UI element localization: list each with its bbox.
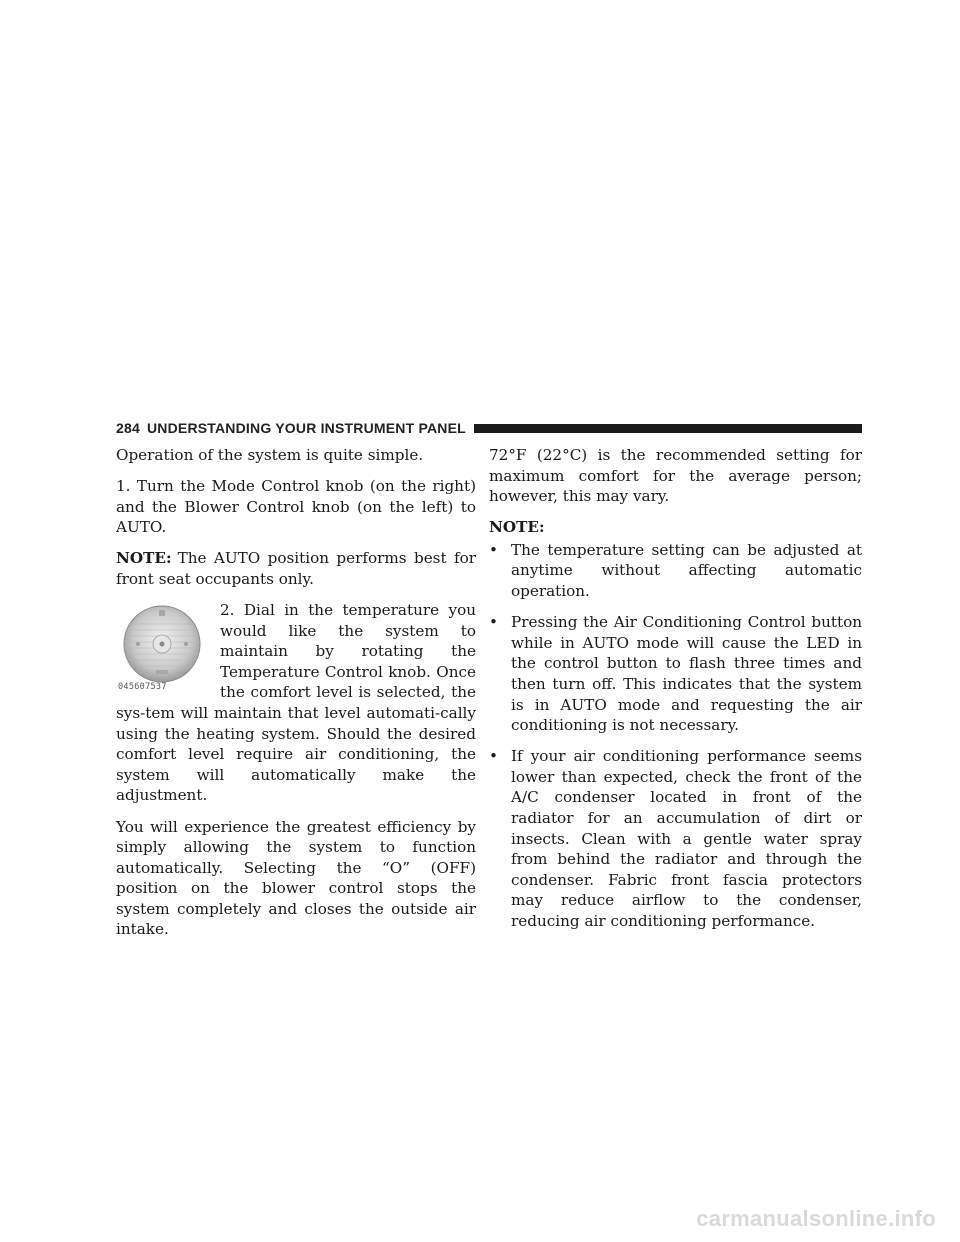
page-number: 284 [116,420,140,436]
header-rule [474,424,862,433]
efficiency-paragraph: You will experience the greatest efficiency by simply allowing the system to function automatically. Selecting the “O” (OFF) position on the blower control stops the system completely and closes the outside air intake. [116,817,476,939]
figure-code: 045607537 [118,682,167,693]
left-column [116,445,476,951]
step-2-paragraph: 2. Dial in the temperature you would like the system to maintain by rotating the Temperature Control knob. Once the comfort level is selected, the sys-tem will maintain that level automati-cally using the heating system. Should the desired comfort level require air conditioning, the system will automatically make the adjustment. [116,601,476,805]
note-heading: NOTE: [489,518,545,537]
note-label: NOTE: [116,549,172,568]
note-text: The AUTO position performs best for front seat occupants only. [116,549,476,588]
temperature-knob-figure [116,600,208,698]
page-header [116,418,862,438]
note-list [489,540,862,932]
list-item: • Pressing the Air Conditioning Control button while in AUTO mode will cause the LED in the control button to flash three times and then turn off. This indicates that the system is in AUTO mode and requesting the air conditioning is not necessary. [489,612,862,736]
note-paragraph [116,548,476,589]
intro-paragraph: Operation of the system is quite simple. [116,446,424,464]
recommended-setting-paragraph: 72°F (22°C) is the recommended setting for maximum comfort for the average person; however, this may vary. [489,446,862,506]
right-column [489,445,862,942]
list-item: • If your air conditioning performance seems lower than expected, check the front of the A/C condenser located in front of the radiator for an accumulation of dirt or insects. Clean with a gentle water spray from behind the radiator and through the condenser. Fabric front fascia protectors may reduce airflow to the condenser, reducing air conditioning performance. [489,746,862,931]
list-item: • The temperature setting can be adjusted at anytime without affecting automatic operation. [489,540,862,602]
site-watermark: carmanualsonline.info [696,1206,936,1231]
section-title: UNDERSTANDING YOUR INSTRUMENT PANEL [146,420,466,436]
step-1-paragraph: 1. Turn the Mode Control knob (on the right) and the Blower Control knob (on the left) to AUTO. [116,477,476,537]
temperature-knob-icon [116,600,208,688]
